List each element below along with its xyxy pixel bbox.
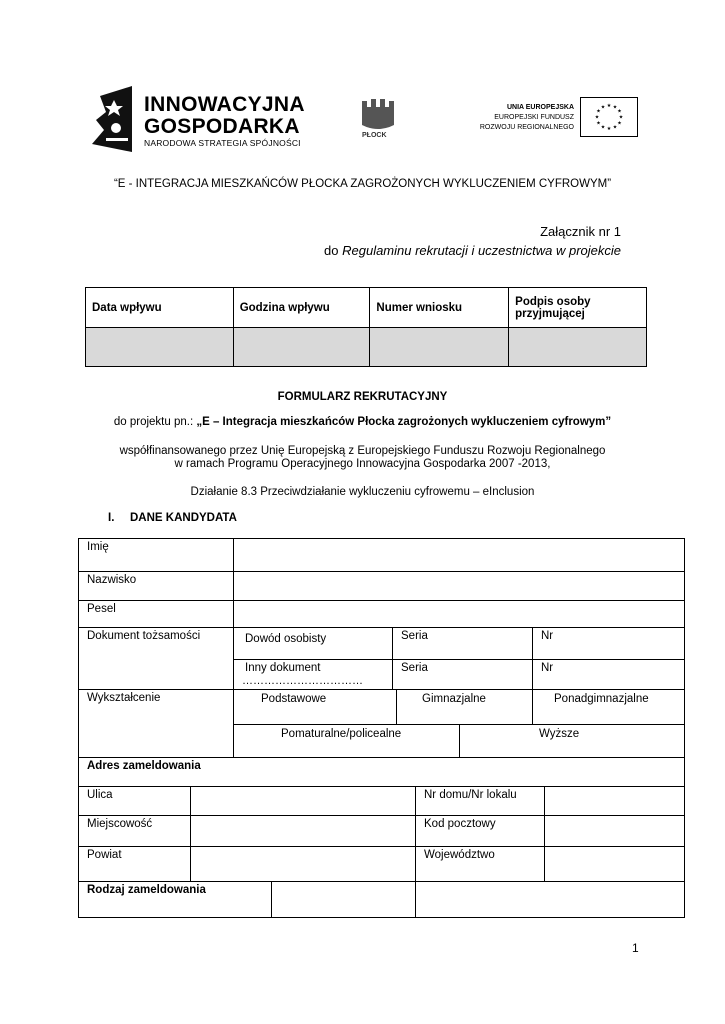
street-field[interactable] [190, 786, 416, 816]
intake-header-date: Data wpływu [86, 288, 234, 328]
residence-type-label: Rodzaj zameldowania [78, 881, 272, 918]
action-line: Działanie 8.3 Przeciwdziałanie wykluczeniu cyfrowemu – eInclusion [190, 486, 535, 498]
education-lower-secondary-label: Gimnazjalne [422, 693, 486, 705]
svg-text:★: ★ [617, 120, 622, 127]
other-doc-dots: …………………………… [242, 675, 363, 687]
annex-label [324, 222, 621, 260]
city-field[interactable] [190, 815, 416, 847]
other-doc-number-label: Nr [541, 662, 554, 674]
annex-prefix: do [324, 243, 343, 258]
intake-header-time: Godzina wpływu [233, 288, 370, 328]
education-option-higher[interactable] [459, 724, 685, 758]
street-label: Ulica [78, 786, 191, 816]
education-option-primary[interactable] [233, 689, 397, 725]
pesel-field[interactable] [233, 600, 685, 628]
intake-date-field[interactable] [86, 328, 234, 367]
svg-text:★: ★ [618, 114, 624, 121]
education-post-secondary-label: Pomaturalne/policealne [281, 728, 402, 740]
district-label: Powiat [78, 846, 191, 882]
ig-logo-mark-icon [92, 86, 132, 152]
svg-text:★: ★ [600, 124, 606, 131]
last-name-field[interactable] [233, 571, 685, 601]
education-upper-secondary-label: Ponadgimnazjalne [554, 693, 649, 705]
id-card-option-label: Dowód osobisty [245, 633, 327, 645]
voivodeship-field[interactable] [544, 846, 685, 882]
first-name-label: Imię [78, 538, 234, 572]
postal-code-label: Kod pocztowy [415, 815, 545, 847]
project-line-name: „E – Integracja mieszkańców Płocka zagrożonych wykluczeniem cyfrowym” [196, 416, 612, 428]
intake-time-field[interactable] [233, 328, 370, 367]
section-title: DANE KANDYDATA [130, 512, 237, 524]
section-heading [108, 512, 237, 524]
eu-stars-icon [581, 98, 637, 136]
education-option-lower-secondary[interactable] [396, 689, 533, 725]
district-field[interactable] [190, 846, 416, 882]
intake-signature-field[interactable] [509, 328, 647, 367]
plock-crest-icon [358, 97, 398, 131]
svg-text:★: ★ [606, 126, 612, 132]
svg-text:★: ★ [612, 104, 618, 111]
id-card-number-field[interactable] [532, 627, 685, 660]
project-line-prefix: do projektu pn.: [113, 416, 197, 428]
other-doc-option-label: Inny dokument [245, 662, 321, 674]
education-option-post-secondary[interactable] [233, 724, 460, 758]
education-higher-label: Wyższe [539, 728, 580, 740]
city-label: Miejscowość [78, 815, 191, 847]
pesel-label: Pesel [78, 600, 234, 628]
cofinancing-line1: współfinansowanego przez Unię Europejską z Europejskiego Funduszu Rozwoju Regionalnego [119, 445, 606, 457]
svg-text:★: ★ [606, 103, 612, 109]
address-header: Adres zameldowania [78, 757, 685, 787]
plock-logo [358, 97, 398, 145]
eu-logo-text [462, 103, 574, 133]
svg-text:★: ★ [617, 108, 622, 115]
voivodeship-label: Województwo [415, 846, 545, 882]
intake-header-signature: Podpis osoby przyjmującej [509, 288, 647, 328]
svg-text:★: ★ [612, 124, 618, 131]
id-card-option[interactable] [233, 627, 393, 660]
plock-logo-caption: PŁOCK [362, 132, 387, 139]
ig-logo-line1: INNOWACYJNA [144, 93, 305, 116]
other-doc-series-field[interactable] [392, 659, 533, 690]
other-doc-option[interactable] [233, 659, 393, 690]
id-card-series-field[interactable] [392, 627, 533, 660]
cofinancing-line2: w ramach Programu Operacyjnego Innowacyjna Gospodarka 2007 -2013, [174, 458, 551, 470]
eu-logo-line3: ROZWOJU REGIONALNEGO [479, 124, 574, 131]
education-primary-label: Podstawowe [261, 693, 327, 705]
section-number: I. [108, 512, 115, 524]
project-line [0, 416, 725, 428]
id-document-label: Dokument tożsamości [78, 627, 234, 690]
svg-text:★: ★ [594, 114, 600, 121]
residence-type-temporary-field[interactable] [415, 881, 685, 918]
last-name-label: Nazwisko [78, 571, 234, 601]
annex-regulation [324, 241, 621, 260]
page-number: 1 [632, 941, 639, 955]
education-option-upper-secondary[interactable] [532, 689, 685, 725]
id-card-number-label: Nr [541, 630, 554, 642]
other-doc-number-field[interactable] [532, 659, 685, 690]
house-number-field[interactable] [544, 786, 685, 816]
house-number-label: Nr domu/Nr lokalu [415, 786, 545, 816]
annex-regulation-name: Regulaminu rekrutacji i uczestnictwa w projekcie [342, 243, 621, 258]
annex-number: Załącznik nr 1 [540, 224, 621, 239]
eu-flag-icon [580, 97, 638, 137]
other-doc-series-label: Seria [401, 662, 428, 674]
svg-text:★: ★ [600, 104, 606, 111]
first-name-field[interactable] [233, 538, 685, 572]
eu-logo-line2: EUROPEJSKI FUNDUSZ [494, 114, 574, 121]
residence-type-permanent-field[interactable] [271, 881, 416, 918]
ig-logo-line2: GOSPODARKA [144, 115, 300, 138]
svg-text:★: ★ [596, 108, 601, 115]
id-card-series-label: Seria [401, 630, 428, 642]
form-title: FORMULARZ REKRUTACYJNY [277, 391, 448, 403]
svg-text:★: ★ [596, 120, 601, 127]
postal-code-field[interactable] [544, 815, 685, 847]
intake-table [85, 287, 647, 367]
intake-number-field[interactable] [370, 328, 509, 367]
project-title: “E - INTEGRACJA MIESZKAŃCÓW PŁOCKA ZAGROŻONYCH WYKLUCZENIEM CYFROWYM” [113, 178, 612, 190]
innowacyjna-gospodarka-logo [92, 86, 305, 152]
ig-logo-line3: NARODOWA STRATEGIA SPÓJNOŚCI [144, 138, 301, 148]
eu-logo-line1: UNIA EUROPEJSKA [506, 104, 574, 111]
intake-header-number: Numer wniosku [370, 288, 509, 328]
education-label: Wykształcenie [78, 689, 234, 758]
